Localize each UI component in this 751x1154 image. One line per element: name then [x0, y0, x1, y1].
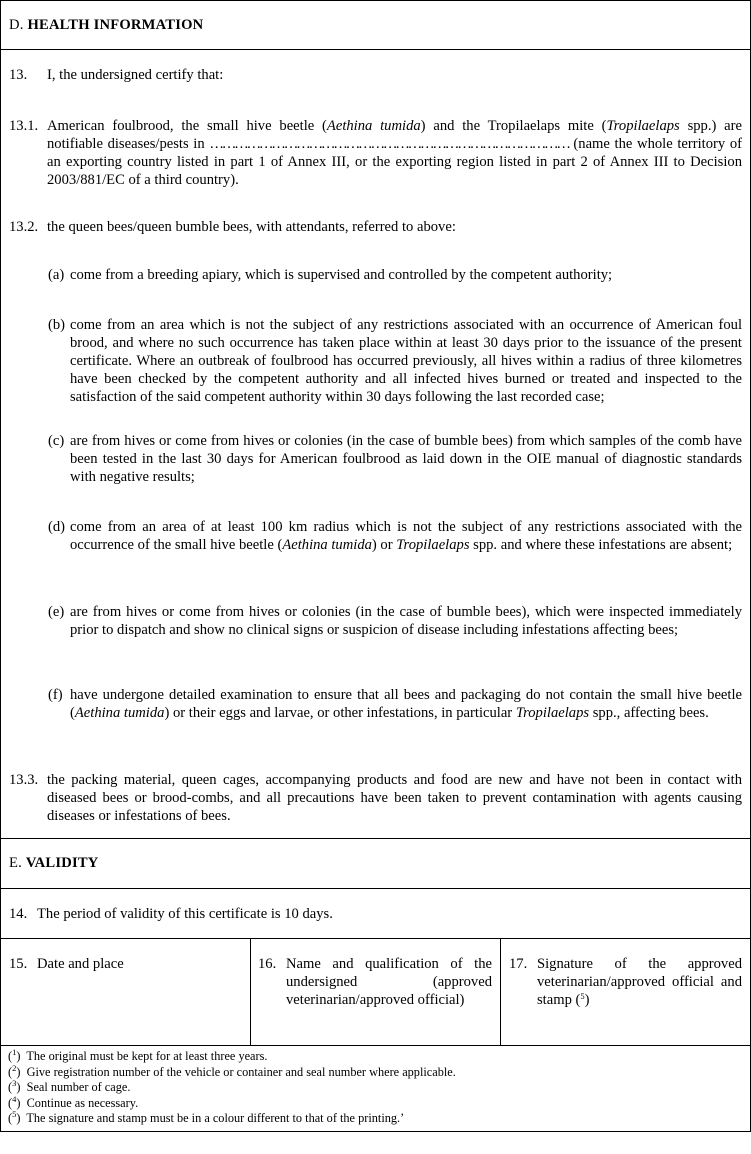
item-16-text: Name and qualification of the undersigned (approved veterinarian/approved official)	[286, 956, 492, 1008]
item-14-number: 14.	[9, 906, 28, 922]
item-a-label: (a)	[48, 267, 65, 283]
item-b-text: come from an area which is not the subject of any restrictions associated with an occurrence of American foul brood, and where no such occurrence has taken place within at least 30 days prior to the issuance of the present certificate. Where an outbreak of foulbrood has occurred previously, all hives within a radius of three kilometres have been checked by the competent authority and all infected hives burned or treated and inspected to the satisfaction of the said competent authority within 30 days following the last recorded case;	[70, 317, 742, 405]
item-13-2-text: the queen bees/queen bumble bees, with attendants, referred to above:	[47, 219, 456, 235]
item-17-text: Signature of the approved veterinarian/approved official and stamp ($^5$)	[537, 956, 742, 1008]
footnote-2: ($^2$) Give registration number of the vehicle or container and seal number where applicable.	[8, 1063, 456, 1079]
item-13-2-number: 13.2.	[9, 219, 39, 235]
column-divider	[500, 938, 501, 1045]
item-d-label: (d)	[48, 519, 66, 535]
footnote-4: ($^4$) Continue as necessary.	[8, 1094, 139, 1110]
item-e-text: are from hives or come from hives or colonies (in the case of bumble bees), which were inspected immediately prior to dispatch and show no clinical signs or suspicion of disease including infestations affecting bees;	[70, 604, 742, 638]
item-15-number: 15.	[9, 956, 28, 972]
item-14-text: The period of validity of this certificate is 10 days.	[37, 906, 333, 922]
footnote-3: ($^3$) Seal number of cage.	[8, 1078, 131, 1094]
section-title: VALIDITY	[25, 855, 99, 871]
section-title: HEALTH INFORMATION	[27, 17, 204, 33]
divider	[0, 888, 751, 889]
item-15-text: Date and place	[37, 956, 124, 972]
column-divider	[250, 938, 251, 1045]
section-letter: E.	[9, 855, 22, 871]
item-a-text: come from a breeding apiary, which is supervised and controlled by the competent authority;	[70, 267, 613, 283]
footnote-1: ($^1$) The original must be kept for at least three years.	[8, 1047, 268, 1063]
item-13-number: 13.	[9, 67, 28, 83]
item-c-label: (c)	[48, 433, 65, 449]
item-d-text: come from an area of at least 100 km radius which is not the subject of any restrictions associated with the occurrence of the small hive beetle (Aethina tumida) or Tropilaelaps spp. and where these infestations are absent;	[70, 519, 742, 553]
section-letter: D.	[9, 17, 24, 33]
fill-in-dots: ……………………………………………………………………………	[209, 136, 569, 152]
section-e-heading	[9, 854, 99, 872]
item-13-1-text: American foulbrood, the small hive beetle (Aethina tumida) and the Tropilaelaps mite (Tropilaelaps spp.) are notifiable diseases/pests in …………………………………………………………………………… (name the whole territory of an exporting country listed in part 1 of Annex III, or the exporting region listed in part 2 of Annex III to Decision 2003/881/EC of a third country).	[47, 118, 742, 188]
divider	[0, 1045, 751, 1046]
divider	[0, 938, 751, 939]
divider	[0, 49, 751, 50]
item-17-number: 17.	[509, 956, 528, 972]
footnote-5: ($^5$) The signature and stamp must be in a colour different to that of the printing.’	[8, 1109, 405, 1125]
section-d-heading	[9, 16, 203, 34]
item-e-label: (e)	[48, 604, 65, 620]
divider	[0, 838, 751, 839]
item-b-label: (b)	[48, 317, 66, 333]
item-f-text: have undergone detailed examination to ensure that all bees and packaging do not contain the small hive beetle (Aethina tumida) or their eggs and larvae, or other infestations, in particular Tropilaelaps spp., affecting bees.	[70, 687, 742, 721]
item-f-label: (f)	[48, 687, 63, 703]
item-13-text: I, the undersigned certify that:	[47, 67, 224, 83]
item-16-number: 16.	[258, 956, 277, 972]
item-13-3-text: the packing material, queen cages, accompanying products and food are new and have not been in contact with diseased bees or brood-combs, and all precautions have been taken to prevent contamination with agents causing diseases or infestations of bees.	[47, 772, 742, 824]
item-13-3-number: 13.3.	[9, 772, 39, 788]
item-c-text: are from hives or come from hives or colonies (in the case of bumble bees) from which samples of the comb have been tested in the last 30 days for American foulbrood as laid down in the OIE manual of diagnostic standards with negative results;	[70, 433, 742, 485]
item-13-1-number: 13.1.	[9, 118, 39, 134]
